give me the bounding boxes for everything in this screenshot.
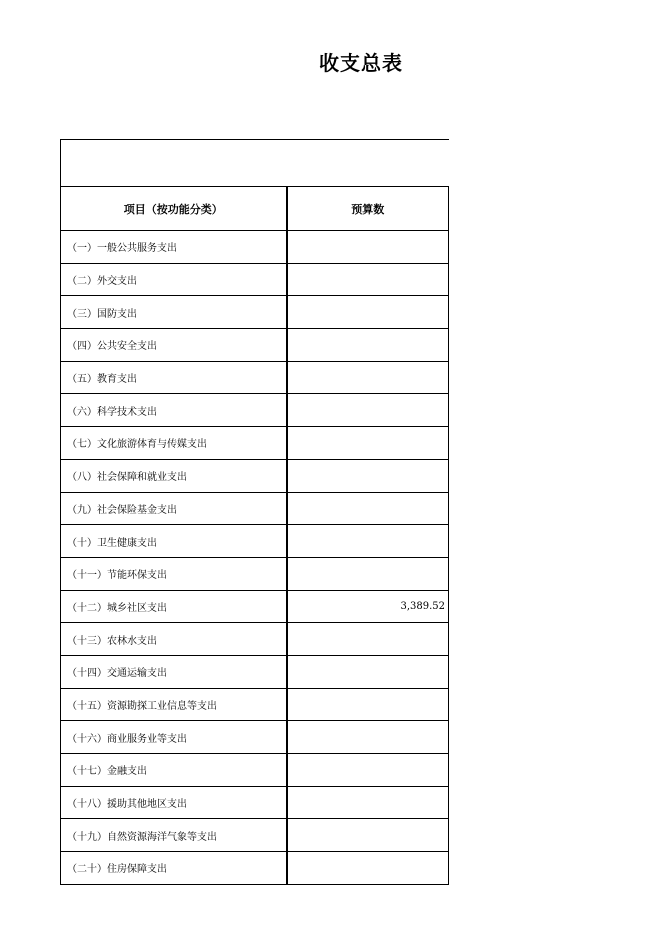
row-item-label: （二十）住房保障支出	[61, 852, 287, 885]
table-row	[61, 852, 449, 885]
row-budget-value	[287, 459, 449, 492]
table-row	[61, 590, 449, 623]
expenditure-table	[60, 187, 449, 885]
table-header-row	[61, 187, 449, 231]
table-row	[61, 427, 449, 460]
row-budget-value	[287, 263, 449, 296]
table-row	[61, 623, 449, 656]
row-item-label: （四）公共安全支出	[61, 329, 287, 362]
table-row	[61, 557, 449, 590]
table-row	[61, 231, 449, 264]
table-row	[61, 754, 449, 787]
row-budget-value	[287, 754, 449, 787]
row-budget-value	[287, 557, 449, 590]
row-budget-value	[287, 427, 449, 460]
table-row	[61, 655, 449, 688]
row-budget-value	[287, 721, 449, 754]
table-row	[61, 721, 449, 754]
row-item-label: （十七）金融支出	[61, 754, 287, 787]
row-item-label: （十六）商业服务业等支出	[61, 721, 287, 754]
row-item-label: （十八）援助其他地区支出	[61, 786, 287, 819]
row-budget-value	[287, 296, 449, 329]
row-item-label: （九）社会保险基金支出	[61, 492, 287, 525]
row-budget-value	[287, 231, 449, 264]
header-budget: 预算数	[287, 187, 449, 231]
row-item-label: （十四）交通运输支出	[61, 655, 287, 688]
row-budget-value	[287, 492, 449, 525]
row-budget-value	[287, 786, 449, 819]
table-row	[61, 786, 449, 819]
row-budget-value	[287, 361, 449, 394]
row-item-label: （一）一般公共服务支出	[61, 231, 287, 264]
row-budget-value	[287, 623, 449, 656]
page-title: 收支总表	[319, 51, 403, 75]
row-budget-value	[287, 394, 449, 427]
row-item-label: （五）教育支出	[61, 361, 287, 394]
row-item-label: （三）国防支出	[61, 296, 287, 329]
header-item: 项目（按功能分类）	[61, 187, 287, 231]
row-item-label: （十二）城乡社区支出	[61, 590, 287, 623]
row-item-label: （二）外交支出	[61, 263, 287, 296]
row-budget-value	[287, 329, 449, 362]
table-row	[61, 361, 449, 394]
table-row	[61, 296, 449, 329]
table-row	[61, 263, 449, 296]
row-item-label: （十）卫生健康支出	[61, 525, 287, 558]
row-budget-value: 3,389.52	[287, 590, 449, 623]
row-budget-value	[287, 819, 449, 852]
table-row	[61, 394, 449, 427]
table-row	[61, 819, 449, 852]
row-item-label: （八）社会保障和就业支出	[61, 459, 287, 492]
table-row	[61, 492, 449, 525]
table-top-blank-cell	[60, 139, 449, 187]
row-item-label: （六）科学技术支出	[61, 394, 287, 427]
table-row	[61, 459, 449, 492]
row-item-label: （七）文化旅游体育与传媒支出	[61, 427, 287, 460]
row-budget-value	[287, 525, 449, 558]
row-item-label: （十一）节能环保支出	[61, 557, 287, 590]
row-budget-value	[287, 655, 449, 688]
row-item-label: （十九）自然资源海洋气象等支出	[61, 819, 287, 852]
row-budget-value	[287, 688, 449, 721]
row-budget-value	[287, 852, 449, 885]
table-row	[61, 688, 449, 721]
row-item-label: （十五）资源勘探工业信息等支出	[61, 688, 287, 721]
table-row	[61, 525, 449, 558]
row-item-label: （十三）农林水支出	[61, 623, 287, 656]
table-row	[61, 329, 449, 362]
summary-table	[60, 139, 449, 885]
